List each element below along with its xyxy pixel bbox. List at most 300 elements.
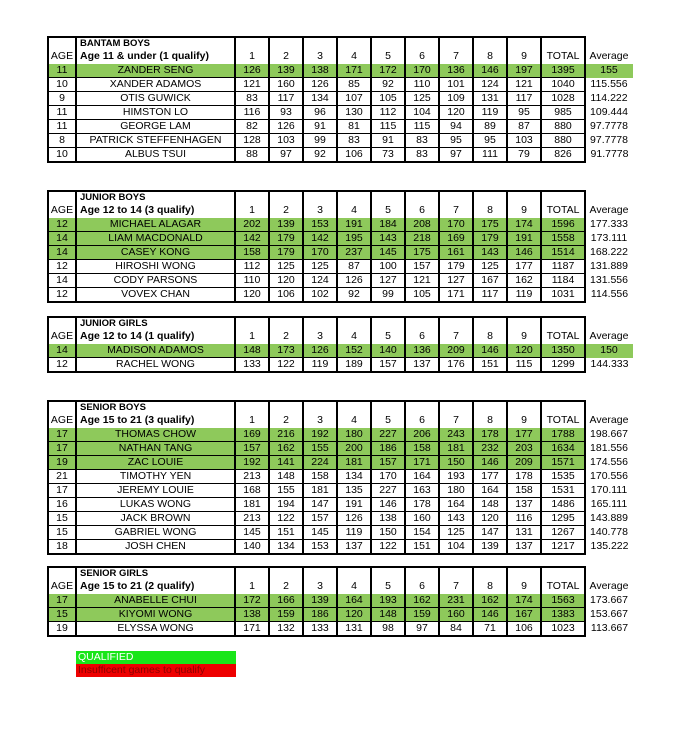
age-header-top	[48, 37, 76, 49]
player-age: 11	[48, 64, 76, 78]
game-score-7: 95	[439, 134, 473, 148]
player-name: CASEY KONG	[76, 246, 235, 260]
game-header-3: 3	[303, 413, 337, 428]
player-age: 16	[48, 498, 76, 512]
game-score-7: 136	[439, 64, 473, 78]
game-score-6: 208	[405, 218, 439, 232]
game-score-2: 106	[269, 288, 303, 303]
player-average: 155	[585, 64, 633, 78]
table-row	[48, 92, 633, 106]
game-score-2: 126	[269, 120, 303, 134]
game-header-2: 2	[269, 49, 303, 64]
player-total: 1184	[541, 274, 585, 288]
player-name: ALBUS TSUI	[76, 148, 235, 163]
game-score-6: 154	[405, 526, 439, 540]
game-score-3: 142	[303, 232, 337, 246]
game-score-1: 140	[235, 540, 269, 555]
game-score-5: 73	[371, 148, 405, 163]
player-name: MADISON ADAMOS	[76, 344, 235, 358]
game-score-6: 164	[405, 470, 439, 484]
game-score-5: 112	[371, 106, 405, 120]
game-score-4: 180	[337, 428, 371, 442]
game-score-4: 195	[337, 232, 371, 246]
game-header-top	[439, 401, 473, 413]
game-score-4: 152	[337, 344, 371, 358]
game-score-5: 91	[371, 134, 405, 148]
game-header-1: 1	[235, 579, 269, 594]
game-score-6: 163	[405, 484, 439, 498]
player-age: 19	[48, 456, 76, 470]
game-score-1: 145	[235, 526, 269, 540]
player-age: 15	[48, 512, 76, 526]
game-score-2: 134	[269, 540, 303, 555]
game-header-top	[269, 401, 303, 413]
game-score-3: 126	[303, 344, 337, 358]
player-average: 114.556	[590, 288, 629, 301]
game-score-2: 148	[269, 470, 303, 484]
game-score-9: 197	[507, 64, 541, 78]
game-score-7: 243	[439, 428, 473, 442]
game-score-1: 172	[235, 594, 269, 608]
game-score-8: 147	[473, 526, 507, 540]
player-total: 1187	[541, 260, 585, 274]
game-score-9: 119	[507, 288, 541, 303]
game-header-8: 8	[473, 329, 507, 344]
player-name: VOVEX CHAN	[76, 288, 235, 303]
game-score-5: 227	[371, 428, 405, 442]
section-category: SENIOR GIRLS	[76, 567, 235, 579]
game-score-5: 170	[371, 470, 405, 484]
game-score-7: 109	[439, 92, 473, 106]
game-score-5: 172	[371, 64, 405, 78]
game-score-9: 87	[507, 120, 541, 134]
total-header: TOTAL	[541, 413, 585, 428]
player-total: 985	[541, 106, 585, 120]
game-score-9: 146	[507, 246, 541, 260]
game-score-1: 121	[235, 78, 269, 92]
game-score-5: 146	[371, 498, 405, 512]
player-total: 1634	[541, 442, 585, 456]
game-score-7: 164	[439, 498, 473, 512]
game-score-4: 237	[337, 246, 371, 260]
game-score-7: 150	[439, 456, 473, 470]
game-score-2: 139	[269, 64, 303, 78]
game-score-5: 143	[371, 232, 405, 246]
total-header: TOTAL	[541, 49, 585, 64]
game-header-top	[473, 317, 507, 329]
game-score-7: 84	[439, 622, 473, 637]
game-header-8: 8	[473, 413, 507, 428]
game-score-8: 167	[473, 274, 507, 288]
age-header-top	[48, 401, 76, 413]
game-header-top	[303, 317, 337, 329]
game-score-8: 232	[473, 442, 507, 456]
game-score-9: 137	[507, 540, 541, 555]
table-row	[48, 218, 633, 232]
game-score-6: 206	[405, 428, 439, 442]
game-header-4: 4	[337, 203, 371, 218]
game-header-top	[235, 37, 269, 49]
game-score-9: 116	[507, 512, 541, 526]
game-score-7: 104	[439, 540, 473, 555]
player-age: 9	[48, 92, 76, 106]
game-score-9: 95	[507, 106, 541, 120]
game-score-2: 122	[269, 512, 303, 526]
age-header: AGE	[48, 203, 76, 218]
game-header-top	[303, 401, 337, 413]
game-score-3: 145	[303, 526, 337, 540]
game-score-7: 171	[439, 288, 473, 303]
game-score-6: 159	[405, 608, 439, 622]
game-score-6: 83	[405, 134, 439, 148]
average-header-top	[585, 567, 633, 579]
game-score-2: 166	[269, 594, 303, 608]
game-score-1: 213	[235, 470, 269, 484]
game-score-8: 148	[473, 498, 507, 512]
table-row	[48, 608, 633, 622]
game-score-9: 158	[507, 484, 541, 498]
table-row	[48, 246, 633, 260]
player-age: 11	[48, 106, 76, 120]
game-score-1: 110	[235, 274, 269, 288]
player-age: 21	[48, 470, 76, 484]
game-header-top	[405, 191, 439, 203]
player-total: 1486	[541, 498, 585, 512]
game-score-8: 146	[473, 456, 507, 470]
game-score-1: 158	[235, 246, 269, 260]
game-score-9: 115	[507, 358, 541, 373]
game-header-top	[507, 37, 541, 49]
player-age: 12	[48, 260, 76, 274]
game-score-9: 178	[507, 470, 541, 484]
game-score-4: 134	[337, 470, 371, 484]
player-name: NATHAN TANG	[76, 442, 235, 456]
game-score-5: 193	[371, 594, 405, 608]
game-score-2: 120	[269, 274, 303, 288]
legend-qualified: QUALIFIED	[76, 651, 236, 664]
game-score-4: 126	[337, 512, 371, 526]
game-header-top	[337, 401, 371, 413]
game-header-1: 1	[235, 413, 269, 428]
average-header: Average	[589, 330, 629, 342]
player-name: JOSH CHEN	[76, 540, 235, 555]
game-score-2: 125	[269, 260, 303, 274]
game-score-6: 137	[405, 358, 439, 373]
game-score-9: 131	[507, 526, 541, 540]
table-row	[48, 344, 633, 358]
section-category: JUNIOR GIRLS	[76, 317, 235, 329]
game-score-1: 126	[235, 64, 269, 78]
section-title: Age 15 to 21 (2 qualify)	[76, 579, 235, 594]
average-header: Average	[589, 414, 629, 426]
game-header-6: 6	[405, 413, 439, 428]
game-score-6: 157	[405, 260, 439, 274]
player-age: 10	[48, 148, 76, 163]
game-header-9: 9	[507, 579, 541, 594]
game-score-5: 98	[371, 622, 405, 637]
game-header-top	[269, 317, 303, 329]
game-score-2: 151	[269, 526, 303, 540]
game-header-top	[269, 37, 303, 49]
average-header-top	[585, 191, 633, 203]
game-header-top	[507, 191, 541, 203]
game-score-3: 119	[303, 358, 337, 373]
game-score-3: 91	[303, 120, 337, 134]
game-header-3: 3	[303, 579, 337, 594]
table-row	[48, 148, 633, 163]
game-header-top	[405, 37, 439, 49]
game-header-top	[439, 317, 473, 329]
game-score-5: 127	[371, 274, 405, 288]
game-score-1: 138	[235, 608, 269, 622]
game-score-1: 120	[235, 288, 269, 303]
player-total: 1558	[541, 232, 585, 246]
game-score-8: 111	[473, 148, 507, 163]
game-score-8: 131	[473, 92, 507, 106]
game-score-6: 115	[405, 120, 439, 134]
game-score-4: 126	[337, 274, 371, 288]
player-average: 174.556	[590, 456, 628, 468]
section-category: BANTAM BOYS	[76, 37, 235, 49]
game-score-8: 119	[473, 106, 507, 120]
player-name: TIMOTHY YEN	[76, 470, 235, 484]
game-score-7: 125	[439, 526, 473, 540]
player-age: 19	[48, 622, 76, 637]
game-score-6: 171	[405, 456, 439, 470]
player-total: 880	[541, 134, 585, 148]
player-total: 1295	[541, 512, 585, 526]
player-total: 1395	[541, 64, 585, 78]
game-header-4: 4	[337, 329, 371, 344]
game-score-9: 209	[507, 456, 541, 470]
player-name: JEREMY LOUIE	[76, 484, 235, 498]
game-score-9: 121	[507, 78, 541, 92]
game-header-9: 9	[507, 413, 541, 428]
section-table-junior-girls	[47, 316, 634, 373]
game-score-8: 164	[473, 484, 507, 498]
game-score-3: 170	[303, 246, 337, 260]
game-score-5: 115	[371, 120, 405, 134]
total-header-top	[541, 401, 585, 413]
total-header-top	[541, 191, 585, 203]
game-score-1: 181	[235, 498, 269, 512]
player-name: JACK BROWN	[76, 512, 235, 526]
game-score-2: 103	[269, 134, 303, 148]
player-age: 10	[48, 78, 76, 92]
game-score-5: 145	[371, 246, 405, 260]
total-header: TOTAL	[541, 579, 585, 594]
game-score-4: 106	[337, 148, 371, 163]
game-score-2: 173	[269, 344, 303, 358]
game-header-7: 7	[439, 49, 473, 64]
game-score-3: 92	[303, 148, 337, 163]
player-name: ZAC LOUIE	[76, 456, 235, 470]
game-score-7: 170	[439, 218, 473, 232]
game-score-2: 97	[269, 148, 303, 163]
game-score-7: 160	[439, 608, 473, 622]
game-score-9: 117	[507, 92, 541, 106]
game-header-2: 2	[269, 413, 303, 428]
player-name: ZANDER SENG	[76, 64, 235, 78]
game-header-top	[371, 317, 405, 329]
player-total: 1514	[541, 246, 585, 260]
game-score-6: 121	[405, 274, 439, 288]
game-header-9: 9	[507, 49, 541, 64]
game-score-7: 127	[439, 274, 473, 288]
age-header: AGE	[48, 413, 76, 428]
game-score-6: 175	[405, 246, 439, 260]
game-header-4: 4	[337, 413, 371, 428]
table-row	[48, 470, 633, 484]
game-score-9: 191	[507, 232, 541, 246]
game-score-4: 130	[337, 106, 371, 120]
game-score-3: 157	[303, 512, 337, 526]
game-score-9: 79	[507, 148, 541, 163]
game-score-8: 146	[473, 344, 507, 358]
table-row	[48, 260, 633, 274]
game-header-5: 5	[371, 203, 405, 218]
game-score-3: 99	[303, 134, 337, 148]
game-score-4: 119	[337, 526, 371, 540]
game-header-top	[371, 567, 405, 579]
player-average: 143.889	[590, 512, 628, 524]
game-score-2: 194	[269, 498, 303, 512]
game-score-5: 148	[371, 608, 405, 622]
player-average: 165.111	[590, 498, 628, 510]
player-total: 1028	[541, 92, 585, 106]
game-score-3: 147	[303, 498, 337, 512]
game-header-5: 5	[371, 413, 405, 428]
section-table-senior-boys	[47, 400, 634, 555]
section-category: SENIOR BOYS	[76, 401, 235, 413]
game-header-9: 9	[507, 203, 541, 218]
game-score-2: 179	[269, 246, 303, 260]
table-row	[48, 358, 633, 373]
player-name: KIYOMI WONG	[76, 608, 235, 622]
game-score-4: 87	[337, 260, 371, 274]
game-score-7: 181	[439, 442, 473, 456]
player-total: 1217	[541, 540, 585, 555]
game-score-4: 137	[337, 540, 371, 555]
game-score-3: 102	[303, 288, 337, 303]
table-row	[48, 232, 633, 246]
player-total: 1040	[541, 78, 585, 92]
game-score-5: 157	[371, 358, 405, 373]
game-score-8: 124	[473, 78, 507, 92]
player-name: XANDER ADAMOS	[76, 78, 235, 92]
game-header-9: 9	[507, 329, 541, 344]
average-header: Average	[589, 204, 629, 216]
game-score-8: 120	[473, 512, 507, 526]
player-average: 173.667	[590, 594, 628, 607]
game-score-6: 125	[405, 92, 439, 106]
player-total: 1031	[541, 288, 585, 303]
table-row	[48, 428, 633, 442]
game-score-1: 171	[235, 622, 269, 637]
average-header-top	[585, 401, 633, 413]
game-score-9: 162	[507, 274, 541, 288]
game-score-9: 203	[507, 442, 541, 456]
player-average: 170.556	[590, 470, 628, 482]
game-score-7: 179	[439, 260, 473, 274]
game-score-5: 186	[371, 442, 405, 456]
game-score-6: 104	[405, 106, 439, 120]
game-score-4: 92	[337, 288, 371, 303]
table-row	[48, 594, 633, 608]
game-score-7: 101	[439, 78, 473, 92]
player-average: 144.333	[590, 358, 629, 371]
player-average: 109.444	[590, 106, 628, 118]
age-header-top	[48, 191, 76, 203]
game-score-4: 81	[337, 120, 371, 134]
game-score-4: 131	[337, 622, 371, 637]
game-score-7: 231	[439, 594, 473, 608]
game-score-5: 150	[371, 526, 405, 540]
game-score-6: 158	[405, 442, 439, 456]
game-score-8: 143	[473, 246, 507, 260]
game-score-5: 157	[371, 456, 405, 470]
game-header-4: 4	[337, 579, 371, 594]
player-average: 153.667	[590, 608, 628, 620]
game-score-1: 133	[235, 358, 269, 373]
player-name: MICHAEL ALAGAR	[76, 218, 235, 232]
game-header-top	[371, 191, 405, 203]
game-score-4: 200	[337, 442, 371, 456]
game-score-2: 141	[269, 456, 303, 470]
game-header-top	[371, 37, 405, 49]
game-score-8: 71	[473, 622, 507, 637]
game-score-5: 227	[371, 484, 405, 498]
game-header-top	[269, 191, 303, 203]
game-score-9: 167	[507, 608, 541, 622]
player-average: 115.556	[590, 78, 628, 90]
game-score-6: 97	[405, 622, 439, 637]
game-header-top	[269, 567, 303, 579]
total-header: TOTAL	[541, 329, 585, 344]
player-average: 168.222	[590, 246, 628, 258]
game-header-3: 3	[303, 329, 337, 344]
game-score-8: 139	[473, 540, 507, 555]
player-name: GEORGE LAM	[76, 120, 235, 134]
player-average: 97.7778	[590, 134, 628, 146]
player-total: 1596	[541, 218, 585, 232]
game-score-5: 92	[371, 78, 405, 92]
player-average: 113.667	[590, 622, 629, 635]
game-score-7: 209	[439, 344, 473, 358]
total-header-top	[541, 317, 585, 329]
average-header: Average	[589, 580, 629, 592]
player-age: 12	[48, 288, 76, 303]
game-score-5: 138	[371, 512, 405, 526]
player-average: 181.556	[590, 442, 628, 454]
game-score-7: 193	[439, 470, 473, 484]
player-total: 1535	[541, 470, 585, 484]
game-score-7: 161	[439, 246, 473, 260]
game-header-2: 2	[269, 579, 303, 594]
table-row	[48, 526, 633, 540]
game-score-6: 160	[405, 512, 439, 526]
game-score-6: 110	[405, 78, 439, 92]
game-score-7: 180	[439, 484, 473, 498]
section-title: Age 12 to 14 (1 qualify)	[76, 329, 235, 344]
game-header-top	[303, 37, 337, 49]
game-score-7: 169	[439, 232, 473, 246]
game-score-5: 99	[371, 288, 405, 303]
table-row	[48, 78, 633, 92]
game-score-4: 83	[337, 134, 371, 148]
game-score-6: 136	[405, 344, 439, 358]
game-score-6: 218	[405, 232, 439, 246]
